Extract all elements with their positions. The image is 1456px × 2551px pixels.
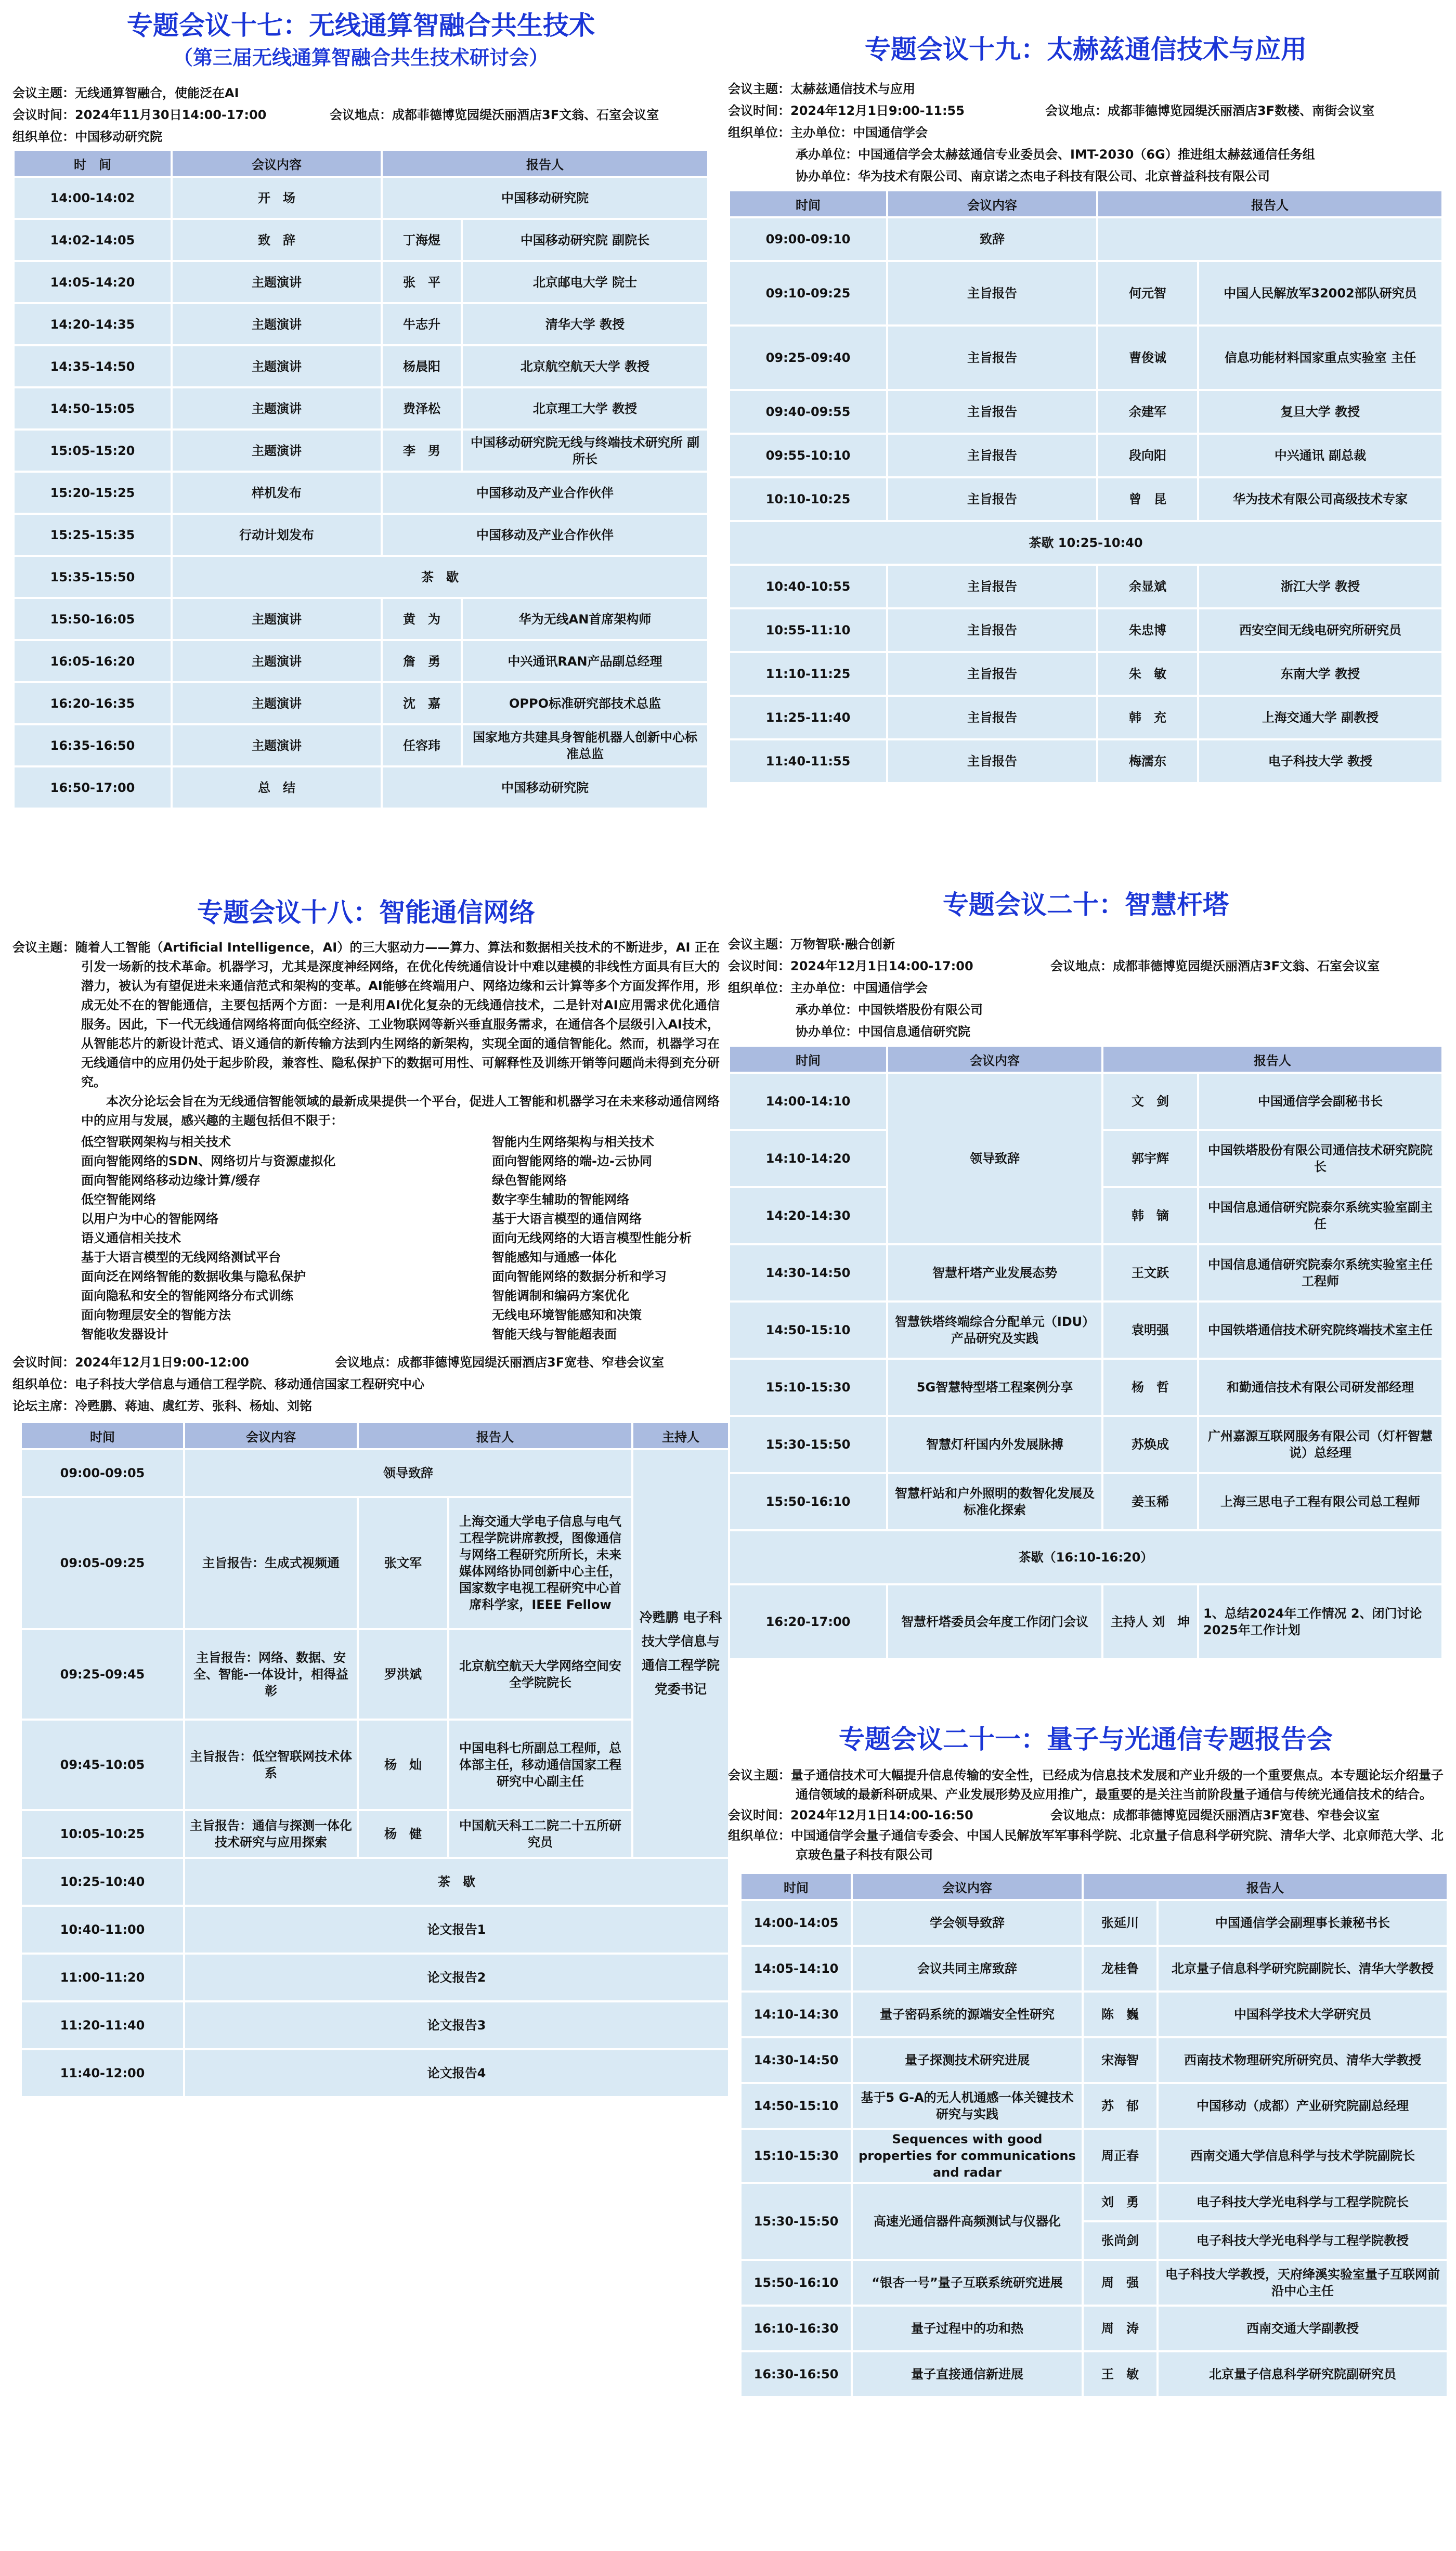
table-cell: 茶 歇 [185,1859,728,1905]
table-cell: 茶 歇 [173,557,707,597]
table-cell: 西南技术物理研究所研究员、清华大学教授 [1159,2038,1447,2082]
table-cell: 詹 勇 [383,641,461,681]
table-cell: 北京量子信息科学研究院副研究员 [1159,2352,1447,2396]
table-cell: 14:30-14:50 [730,1245,886,1300]
topic-item: 绿色智能网络 [492,1173,567,1188]
table-cell: 15:10-15:30 [742,2130,851,2182]
session-21-time: 会议时间：2024年12月1日14:00-16:50 [728,1808,973,1823]
table-cell: 杨 健 [359,1811,447,1857]
table-cell: 09:05-09:25 [22,1498,183,1628]
table-cell: 主旨报告 [888,391,1096,433]
table-cell: 清华大学 教授 [463,304,707,344]
table-cell: 中国信息通信研究院泰尔系统实验室副主任 [1199,1188,1441,1243]
table-cell: 北京航空航天大学 教授 [463,346,707,386]
table-cell: 韩 充 [1098,697,1197,738]
table-cell: 量子密码系统的源端安全性研究 [853,1993,1082,2036]
table-cell: 宋海智 [1084,2038,1156,2082]
table-cell: 样机发布 [173,473,381,513]
table-cell: 主题演讲 [173,599,381,639]
table-cell: 量子过程中的功和热 [853,2307,1082,2350]
table-cell: 学会领导致辞 [853,1901,1082,1945]
table-cell: 中国铁塔股份有限公司通信技术研究院院长 [1199,1131,1441,1186]
table-cell: 09:55-10:10 [730,435,886,476]
table-cell: 苏 郁 [1084,2084,1156,2128]
table-cell: 上海交通大学电子信息与电气工程学院讲席教授，图像通信与网络工程研究所所长，未来媒体网络协同创新中心主任，国家数字电视工程研究中心首席科学家，IEEE Fellow [449,1498,631,1628]
topic-item: 智能感知与通感一体化 [492,1250,617,1265]
table-cell: 11:10-11:25 [730,653,886,695]
session-20-org-assist: 协办单位：中国信息通信研究院 [796,1024,970,1039]
table-cell: 韩 镝 [1103,1188,1197,1243]
table-cell: 时间 [22,1423,183,1448]
topic-item: 基于大语言模型的无线网络测试平台 [81,1250,281,1265]
table-cell: 主题演讲 [173,346,381,386]
topic-item: 智能内生网络架构与相关技术 [492,1135,654,1149]
table-cell: 周正春 [1084,2130,1156,2182]
table-cell: 沈 嘉 [383,683,461,723]
table-cell: 主旨报告 [888,697,1096,738]
session-19-title: 专题会议十九：太赫兹通信技术与应用 [865,34,1307,64]
table-cell: 16:20-17:00 [730,1585,886,1658]
topic-item: 低空智联网架构与相关技术 [81,1135,231,1149]
table-cell: 会议共同主席致辞 [853,1947,1082,1990]
table-cell: 中国科学技术大学研究员 [1159,1993,1447,2036]
table-cell: 余建军 [1098,391,1197,433]
session-20-org-undertake: 承办单位：中国铁塔股份有限公司 [796,1003,983,1017]
table-cell: 电子科技大学光电科学与工程学院教授 [1159,2222,1447,2259]
table-cell: 高速光通信器件高频测试与仪器化 [853,2184,1082,2259]
session-17-title: 专题会议十七：无线通算智融合共生技术 [127,10,595,41]
table-cell: 会议内容 [173,151,381,176]
table-cell: 15:05-15:20 [15,431,171,471]
table-cell: 14:20-14:35 [15,304,171,344]
session-18-topics [12,1133,720,1344]
table-cell: 14:10-14:20 [730,1131,886,1186]
table-cell: 会议内容 [888,1047,1101,1072]
table-cell: 主题演讲 [173,304,381,344]
table-cell: 黄 为 [383,599,461,639]
table-cell: 张延川 [1084,1901,1156,1945]
table-cell: 主旨报告 [888,609,1096,651]
session-17-theme: 会议主题：无线通算智融合，使能泛在AI [12,86,239,100]
table-cell: 5G智慧特型塔工程案例分享 [888,1360,1101,1415]
table-cell: 中国电科七所副总工程师，总体部主任，移动通信国家工程研究中心副主任 [449,1721,631,1809]
table-cell: 主题演讲 [173,262,381,302]
table-cell: 费泽松 [383,388,461,428]
table-cell: 时间 [742,1874,851,1899]
topic-item: 基于大语言模型的通信网络 [492,1212,642,1226]
session-21-org: 组织单位：中国通信学会量子通信专委会、中国人民解放军军事科学院、北京量子信息科学研究院、清华大学、北京师范大学、北京玻色量子科技有限公司 [728,1828,1444,1862]
table-cell: “银杏一号”量子互联系统研究进展 [853,2261,1082,2305]
session-20-theme: 会议主题：万物智联·融合创新 [728,937,895,952]
table-cell: 10:40-10:55 [730,566,886,607]
table-cell: 曹俊诚 [1098,327,1197,389]
table-cell: 电子科技大学教授，天府绛溪实验室量子互联网前沿中心主任 [1159,2261,1447,2305]
table-cell: 郭宇辉 [1103,1131,1197,1186]
session-17 [12,7,709,810]
table-cell: 智慧杆塔产业发展态势 [888,1245,1101,1300]
topic-item: 面向无线网络的大语言模型性能分析 [492,1231,692,1245]
table-cell: 14:20-14:30 [730,1188,886,1243]
table-cell: 姜玉稀 [1103,1474,1197,1529]
table-cell [1098,218,1441,260]
topic-item: 面向智能网络的SDN、网络切片与资源虚拟化 [81,1154,336,1168]
table-cell: 15:50-16:05 [15,599,171,639]
table-cell: 段向阳 [1098,435,1197,476]
table-cell: 主旨报告 [888,327,1096,389]
table-cell: 09:25-09:40 [730,327,886,389]
session-19-time: 会议时间：2024年12月1日9:00-11:55 [728,103,965,118]
table-cell: 茶歇（16:10-16:20） [730,1531,1441,1583]
table-cell: 09:00-09:10 [730,218,886,260]
session-21-table [739,1872,1449,2398]
table-cell: 15:25-15:35 [15,515,171,555]
table-cell: 中兴通讯RAN产品副总经理 [463,641,707,681]
table-cell: 报告人 [383,151,707,176]
table-cell: 10:25-10:40 [22,1859,183,1905]
table-cell: 电子科技大学光电科学与工程学院院长 [1159,2184,1447,2220]
table-cell: 15:35-15:50 [15,557,171,597]
table-cell: 中国通信学会副理事长兼秘书长 [1159,1901,1447,1945]
table-cell: 苏焕成 [1103,1417,1197,1472]
table-cell: 致辞 [888,218,1096,260]
table-cell: 14:05-14:10 [742,1947,851,1990]
table-cell: 量子探测技术研究进展 [853,2038,1082,2082]
table-cell: 上海交通大学 副教授 [1199,697,1441,738]
table-cell: 李 男 [383,431,461,471]
table-cell: 杨 哲 [1103,1360,1197,1415]
table-cell: 袁明强 [1103,1303,1197,1358]
table-cell: 智慧灯杆国内外发展脉搏 [888,1417,1101,1472]
topic-item: 智能调制和编码方案优化 [492,1288,629,1303]
session-20-time: 会议时间：2024年12月1日14:00-17:00 [728,959,973,973]
table-cell: 上海三思电子工程有限公司总工程师 [1199,1474,1441,1529]
session-18-scope: 本次分论坛会旨在为无线通信智能领域的最新成果提供一个平台，促进人工智能和机器学习在未来移动通信网络中的应用与发展，感兴趣的主题包括但不限于： [81,1094,720,1128]
table-cell: 报告人 [1103,1047,1441,1072]
table-cell: 15:50-16:10 [730,1474,886,1529]
table-cell: 11:40-12:00 [22,2050,183,2096]
table-cell: 主题演讲 [173,431,381,471]
session-21 [728,1721,1444,2398]
table-cell: 北京航空航天大学网络空间安全学院院长 [449,1630,631,1719]
table-cell: 中国通信学会副秘书长 [1199,1074,1441,1129]
table-cell: 茶歇 10:25-10:40 [730,522,1441,564]
table-cell: 10:05-10:25 [22,1811,183,1857]
table-cell: 报告人 [359,1423,631,1448]
table-cell: 14:35-14:50 [15,346,171,386]
table-cell: 14:02-14:05 [15,220,171,260]
session-19 [728,31,1444,784]
table-cell: 时间 [730,1047,886,1072]
table-cell: 朱 敏 [1098,653,1197,695]
session-17-subtitle: （第三届无线通算智融合共生技术研讨会） [173,46,549,69]
table-cell: 主旨报告：低空智联网技术体系 [185,1721,357,1809]
session-18-time: 会议时间：2024年12月1日9:00-12:00 [12,1355,249,1370]
table-cell: 西南交通大学副教授 [1159,2307,1447,2350]
table-cell: 14:00-14:10 [730,1074,886,1129]
table-cell: 龙桂鲁 [1084,1947,1156,1990]
table-cell: 智慧杆站和户外照明的数智化发展及标准化探索 [888,1474,1101,1529]
session-18-table [20,1421,730,2098]
table-cell: 15:50-16:10 [742,2261,851,2305]
table-cell: 中国移动研究院 [383,178,707,218]
table-cell: 14:05-14:20 [15,262,171,302]
table-cell: 王文跃 [1103,1245,1197,1300]
table-cell: OPPO标准研究部技术总监 [463,683,707,723]
session-19-org-assist: 协办单位：华为技术有限公司、南京诺之杰电子科技有限公司、北京普益科技有限公司 [796,169,1270,184]
table-cell: 西南交通大学信息科学与技术学院副院长 [1159,2130,1447,2182]
table-cell: 浙江大学 教授 [1199,566,1441,607]
session-18-theme: 会议主题：随着人工智能（Artificial Intelligence，AI）的三大驱动力——算力、算法和数据相关技术的不断进步，AI 正在引发一场新的技术革命。机器学习，尤其是深度神经网络，在优化传统通信设计中难以建模的非线性方面具有巨大的潜力，被认为有望促进未来通信范式和架构的变革。AI能够在终端用户、网络边缘和云计算等多个方面发挥作用，形成无处不在的智能通信，主要包括两个方面：一是利用AI优化复杂的无线通信技术，二是针对AI应用需求优化通信服务。因此，下一代无线通信网络将面向低空经济、工业物联网等新兴垂直服务需求，在通信各个层级引入AI技术，从智能芯片的新设计范式、语义通信的新传输方法到内生网络的新架构，实现全面的通信智能化。然而，机器学习在无线通信中的应用仍处于起步阶段，兼容性、隐私保护下的数据可用性、可解释性及训练开销等问题尚未得到充分研究。 [12,940,720,1089]
session-20-place: 会议地点：成都菲德博览园缇沃丽酒店3F文翁、石室会议室 [1050,959,1380,973]
table-cell: 14:00-14:02 [15,178,171,218]
table-cell: 15:10-15:30 [730,1360,886,1415]
table-cell: 张尚剑 [1084,2222,1156,2259]
table-cell: 张 平 [383,262,461,302]
table-cell: 智慧杆塔委员会年度工作闭门会议 [888,1585,1101,1658]
session-19-org-undertake: 承办单位：中国通信学会太赫兹通信专业委员会、IMT-2030（6G）推进组太赫兹通信任务组 [796,147,1315,162]
table-cell: 中国铁塔通信技术研究院终端技术室主任 [1199,1303,1441,1358]
topic-item: 智能天线与智能超表面 [492,1327,617,1342]
table-cell: 文 剑 [1103,1074,1197,1129]
session-20-title: 专题会议二十：智慧杆塔 [943,890,1229,920]
session-18-title: 专题会议十八：智能通信网络 [197,897,535,928]
topic-item: 面向物理层安全的智能方法 [81,1308,231,1322]
session-21-theme: 会议主题：量子通信技术可大幅提升信息传输的安全性，已经成为信息技术发展和产业升级的一个重要焦点。本专题论坛介绍量子通信领域的最新科研成果、产业发展形势及应用推广，最重要的是关注当前阶段量子通信与传统光通信技术的结合。 [728,1768,1444,1802]
table-cell: 中国移动研究院 副院长 [463,220,707,260]
table-cell: 主旨报告 [888,653,1096,695]
table-cell: 国家地方共建具身智能机器人创新中心标准总监 [463,725,707,765]
table-cell: 09:10-09:25 [730,262,886,324]
table-cell: 中国人民解放军32002部队研究员 [1199,262,1441,324]
session-17-time: 会议时间：2024年11月30日14:00-17:00 [12,108,267,122]
table-cell: 牛志升 [383,304,461,344]
table-cell: 09:40-09:55 [730,391,886,433]
table-cell: 中国移动研究院 [383,767,707,808]
table-cell: 11:40-11:55 [730,740,886,782]
session-21-place: 会议地点：成都菲德博览园缇沃丽酒店3F宽巷、窄巷会议室 [1050,1808,1380,1823]
table-cell: 15:30-15:50 [742,2184,851,2259]
table-cell: 16:50-17:00 [15,767,171,808]
table-cell: 主持人 [633,1423,728,1448]
session-20-table [728,1045,1444,1660]
table-cell: 张文军 [359,1498,447,1628]
topic-item: 面向智能网络移动边缘计算/缓存 [81,1173,261,1188]
table-cell: 王 敏 [1084,2352,1156,2396]
topic-item: 以用户为中心的智能网络 [81,1212,218,1226]
table-cell: 主题演讲 [173,683,381,723]
table-cell: 中国移动研究院无线与终端技术研究所 副所长 [463,431,707,471]
table-cell: 15:30-15:50 [730,1417,886,1472]
table-cell: 报告人 [1084,1874,1447,1899]
table-cell: 领导致辞 [185,1450,631,1496]
session-19-table [728,189,1444,784]
table-cell: 智慧铁塔终端综合分配单元（IDU）产品研究及实践 [888,1303,1101,1358]
session-17-org: 组织单位：中国移动研究院 [12,129,162,144]
table-cell: 10:10-10:25 [730,478,886,520]
table-cell: 罗洪斌 [359,1630,447,1719]
table-cell: 16:35-16:50 [15,725,171,765]
table-cell: 何元智 [1098,262,1197,324]
table-cell: 论文报告2 [185,1955,728,2000]
table-cell: 论文报告1 [185,1907,728,1953]
table-cell: 1、总结2024年工作情况 2、闭门讨论2025年工作计划 [1199,1585,1441,1658]
table-cell: 14:30-14:50 [742,2038,851,2082]
session-17-place: 会议地点：成都菲德博览园缇沃丽酒店3F文翁、石室会议室 [330,108,659,122]
table-cell: 开 场 [173,178,381,218]
table-cell: 周 强 [1084,2261,1156,2305]
topic-item: 面向智能网络的端-边-云协同 [492,1154,652,1168]
table-cell: 报告人 [1098,191,1441,216]
table-cell: 主旨报告：生成式视频通 [185,1498,357,1628]
table-cell: 中国移动（成都）产业研究院副总经理 [1159,2084,1447,2128]
table-cell: 16:10-16:30 [742,2307,851,2350]
table-cell: 论文报告4 [185,2050,728,2096]
table-cell: 陈 巍 [1084,1993,1156,2036]
table-cell: 主旨报告 [888,566,1096,607]
table-cell: 北京量子信息科学研究院副院长、清华大学教授 [1159,1947,1447,1990]
table-cell: 东南大学 教授 [1199,653,1441,695]
table-cell: 14:10-14:30 [742,1993,851,2036]
table-cell: 杨 灿 [359,1721,447,1809]
table-cell: 丁海煜 [383,220,461,260]
topic-item: 智能收发器设计 [81,1327,168,1342]
table-cell: 曾 昆 [1098,478,1197,520]
table-cell: 北京理工大学 教授 [463,388,707,428]
table-cell: Sequences with good properties for communications and radar [853,2130,1082,2182]
session-20 [728,887,1444,1660]
table-cell: 主旨报告 [888,478,1096,520]
table-cell: 10:40-11:00 [22,1907,183,1953]
table-cell: 基于5 G-A的无人机通感一体关键技术研究与实践 [853,2084,1082,2128]
table-cell: 16:20-16:35 [15,683,171,723]
table-cell: 14:50-15:10 [730,1303,886,1358]
table-cell: 会议内容 [888,191,1096,216]
topic-item: 面向智能网络的数据分析和学习 [492,1269,667,1284]
session-21-title: 专题会议二十一：量子与光通信专题报告会 [839,1724,1333,1754]
table-cell: 任容玮 [383,725,461,765]
table-cell: 主旨报告 [888,740,1096,782]
table-cell: 和勤通信技术有限公司研发部经理 [1199,1360,1441,1415]
table-cell: 时 间 [15,151,171,176]
topic-item: 面向泛在网络智能的数据收集与隐私保护 [81,1269,306,1284]
table-cell: 中兴通讯 副总裁 [1199,435,1441,476]
table-cell: 主旨报告 [888,435,1096,476]
table-cell: 主旨报告：网络、数据、安全、智能-一体设计，相得益彰 [185,1630,357,1719]
table-cell: 行动计划发布 [173,515,381,555]
table-cell: 华为技术有限公司高级技术专家 [1199,478,1441,520]
table-cell: 刘 勇 [1084,2184,1156,2220]
table-cell: 主题演讲 [173,641,381,681]
topic-item: 语义通信相关技术 [81,1231,181,1245]
table-cell: 中国信息通信研究院泰尔系统实验室主任工程师 [1199,1245,1441,1300]
table-cell: 朱忠博 [1098,609,1197,651]
session-18-chairs: 论坛主席：冷甦鹏、蒋迪、虞红芳、张科、杨灿、刘铭 [12,1399,312,1413]
table-cell: 中国移动及产业合作伙伴 [383,473,707,513]
table-cell: 领导致辞 [888,1074,1101,1243]
table-cell: 北京邮电大学 院士 [463,262,707,302]
session-18 [12,894,720,2098]
session-17-table [12,149,709,810]
table-cell: 主旨报告 [888,262,1096,324]
table-cell: 11:25-11:40 [730,697,886,738]
topic-item: 面向隐私和安全的智能网络分布式训练 [81,1288,293,1303]
table-cell: 量子直接通信新进展 [853,2352,1082,2396]
table-cell: 华为无线AN首席架构师 [463,599,707,639]
session-19-org-host: 组织单位：主办单位：中国通信学会 [728,125,928,140]
topic-item: 数字孪生辅助的智能网络 [492,1192,629,1207]
table-cell: 电子科技大学 教授 [1199,740,1441,782]
table-cell: 14:00-14:05 [742,1901,851,1945]
table-cell: 会议内容 [853,1874,1082,1899]
session-19-place: 会议地点：成都菲德博览园缇沃丽酒店3F数楼、南街会议室 [1045,103,1375,118]
session-18-place: 会议地点：成都菲德博览园缇沃丽酒店3F宽巷、窄巷会议室 [335,1355,665,1370]
table-cell: 主题演讲 [173,725,381,765]
topic-item: 低空智能网络 [81,1192,156,1207]
table-cell: 时间 [730,191,886,216]
table-cell: 余显斌 [1098,566,1197,607]
table-cell: 论文报告3 [185,2002,728,2048]
table-cell: 11:20-11:40 [22,2002,183,2048]
session-19-theme: 会议主题：太赫兹通信技术与应用 [728,82,915,96]
table-cell: 复旦大学 教授 [1199,391,1441,433]
session-18-host: 冷甦鹏 电子科技大学信息与通信工程学院党委书记 [633,1450,728,1857]
table-cell: 致 辞 [173,220,381,260]
table-cell: 杨晨阳 [383,346,461,386]
session-18-org: 组织单位：电子科技大学信息与通信工程学院、移动通信国家工程研究中心 [12,1377,424,1391]
table-cell: 广州嘉源互联网服务有限公司（灯杆智慧说）总经理 [1199,1417,1441,1472]
table-cell: 09:45-10:05 [22,1721,183,1809]
table-cell: 中国航天科工二院二十五所研究员 [449,1811,631,1857]
table-cell: 周 涛 [1084,2307,1156,2350]
table-cell: 11:00-11:20 [22,1955,183,2000]
table-cell: 主持人 刘 坤 [1103,1585,1197,1658]
table-cell: 主旨报告：通信与探测一体化技术研究与应用探索 [185,1811,357,1857]
table-cell: 09:25-09:45 [22,1630,183,1719]
table-cell: 16:30-16:50 [742,2352,851,2396]
table-cell: 14:50-15:10 [742,2084,851,2128]
table-cell: 主题演讲 [173,388,381,428]
table-cell: 15:20-15:25 [15,473,171,513]
table-cell: 梅濡东 [1098,740,1197,782]
topic-item: 无线电环境智能感知和决策 [492,1308,642,1322]
table-cell: 西安空间无线电研究所研究员 [1199,609,1441,651]
table-cell: 09:00-09:05 [22,1450,183,1496]
table-cell: 中国移动及产业合作伙伴 [383,515,707,555]
table-cell: 总 结 [173,767,381,808]
table-cell: 信息功能材料国家重点实验室 主任 [1199,327,1441,389]
table-cell: 16:05-16:20 [15,641,171,681]
table-cell: 会议内容 [185,1423,357,1448]
table-cell: 14:50-15:05 [15,388,171,428]
table-cell: 10:55-11:10 [730,609,886,651]
session-20-org-host: 组织单位：主办单位：中国通信学会 [728,981,928,995]
